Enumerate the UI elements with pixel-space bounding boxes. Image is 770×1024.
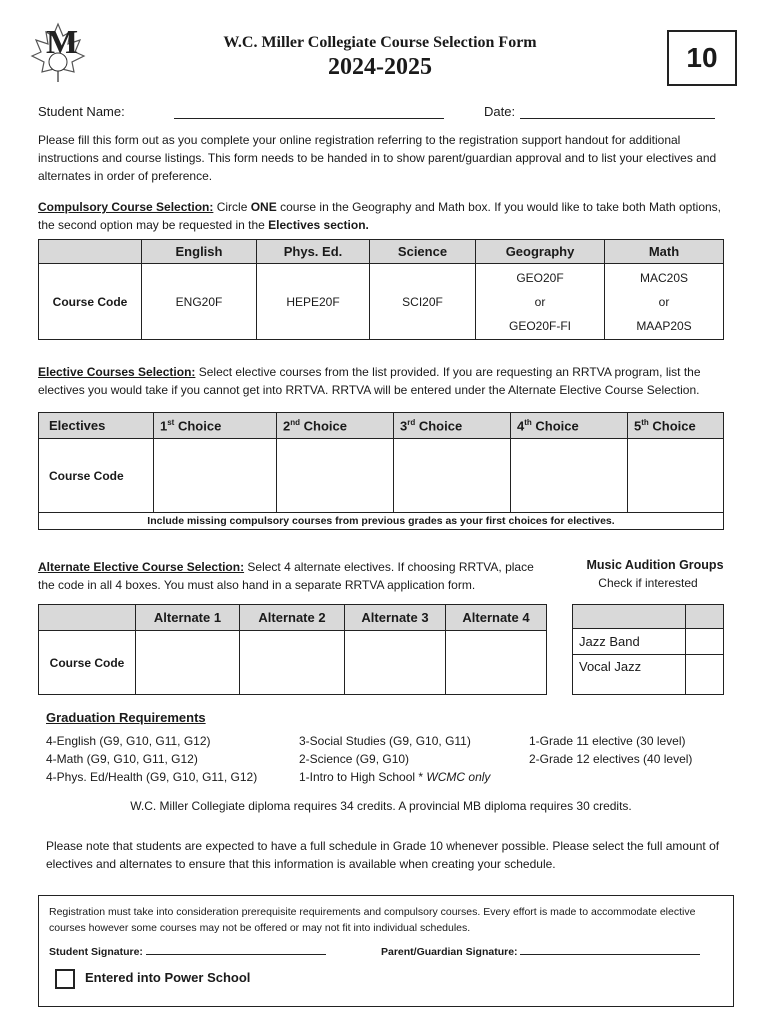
student-signature-field[interactable]: [146, 954, 326, 955]
grad-item: 2-Grade 12 electives (40 level): [529, 752, 693, 766]
alternates-table: [38, 604, 547, 695]
jazz-band-check[interactable]: [686, 629, 724, 655]
powerschool-label: Entered into Power School: [85, 970, 251, 985]
code-english: ENG20F: [142, 264, 257, 340]
choice-num: 3: [400, 418, 408, 434]
alternate-2-input[interactable]: [240, 631, 345, 695]
choice-sup: nd: [290, 417, 301, 427]
electives-text: Select elective courses from the list provided. If you are requesting an RRTVA program, list the electives you would take if you cannot get into RRTVA. RRTVA will be entered under the Alternate Elective Course Selection.: [38, 365, 701, 397]
alternate-4-input[interactable]: [446, 631, 547, 695]
choice-1-header: [154, 413, 277, 439]
choice-sup: th: [641, 417, 649, 427]
choice-3-input[interactable]: [394, 439, 511, 513]
student-signature-label: [49, 946, 326, 958]
math-options[interactable]: [605, 264, 724, 340]
alternate-1-input[interactable]: [136, 631, 240, 695]
alternate-2-header: Alternate 2: [240, 605, 345, 631]
logo-letter: M: [46, 24, 79, 61]
music-title: Music Audition Groups: [586, 558, 724, 572]
choice-1-input[interactable]: [154, 439, 277, 513]
choice-num: 1: [160, 418, 168, 434]
choice-label: Choice: [531, 418, 579, 434]
col-science: Science: [370, 240, 476, 264]
electives-instructions: [38, 363, 738, 399]
parent-sig-text: Parent/Guardian Signature:: [381, 946, 521, 958]
alternates-text: Select 4 alternate electives. If choosing RRTVA, place the code in all 4 boxes. You must also hand in a separate RRTVA application form.: [38, 560, 534, 592]
grad-item-note: WCMC only: [426, 770, 491, 784]
choice-label: Choice: [415, 418, 463, 434]
music-item-jazz-band: Jazz Band: [573, 629, 686, 655]
choice-2-input[interactable]: [277, 439, 394, 513]
grad-item: 2-Science (G9, G10): [299, 752, 410, 766]
math-option-2[interactable]: MAAP20S: [636, 318, 692, 333]
math-option-1[interactable]: MAC20S: [639, 270, 689, 285]
school-logo: [30, 22, 86, 84]
alternates-heading: Alternate Elective Course Selection:: [38, 560, 245, 574]
choice-label: Choice: [300, 418, 347, 434]
diploma-note: W.C. Miller Collegiate diploma requires 34 credits. A provincial MB diploma requires 30 credits.: [130, 799, 632, 813]
choice-label: Choice: [648, 418, 696, 434]
alternate-1-header: Alternate 1: [136, 605, 240, 631]
graduation-col-2: [299, 732, 490, 786]
date-field[interactable]: [520, 118, 715, 119]
graduation-col-3: [529, 732, 692, 768]
parent-signature-label: [381, 946, 700, 958]
choice-5-header: [628, 413, 724, 439]
row-label-course-code: Course Code: [39, 264, 142, 340]
vocal-jazz-check[interactable]: [686, 655, 724, 695]
graduation-col-1: [46, 732, 257, 786]
music-subtitle: Check if interested: [598, 576, 698, 590]
geo-or: or: [534, 294, 546, 309]
powerschool-checkbox[interactable]: [55, 969, 75, 989]
choice-5-input[interactable]: [628, 439, 724, 513]
student-sig-text: Student Signature:: [49, 946, 146, 958]
parent-signature-field[interactable]: [520, 954, 700, 955]
school-year: 2024-2025: [328, 54, 432, 80]
choice-2-header: [277, 413, 394, 439]
col-math: Math: [605, 240, 724, 264]
compulsory-electives-ref: Electives section.: [268, 218, 369, 232]
compulsory-instructions: [38, 198, 738, 234]
col-english: English: [142, 240, 257, 264]
grad-item: 3-Social Studies (G9, G10, G11): [299, 734, 471, 748]
choice-4-input[interactable]: [511, 439, 628, 513]
footer-text: Registration must take into consideration prerequisite requirements and compulsory courses. Every effort is made to accommodate elective courses however some courses may not be offered or may not fit into individual schedules.: [49, 906, 696, 934]
choice-4-header: [511, 413, 628, 439]
choice-label: Choice: [174, 418, 222, 434]
grade-box: 10: [667, 30, 737, 86]
grad-item: 4-English (G9, G10, G11, G12): [46, 734, 211, 748]
grad-item-text: 1-Intro to High School *: [299, 770, 427, 784]
student-name-field[interactable]: [174, 118, 444, 119]
math-or: or: [658, 294, 670, 309]
intro-paragraph: Please fill this form out as you complete your online registration referring to the registration support handout for additional instructions and course listings. This form needs to be handed in to show parent/guardian approval and to list your electives and alternates in order of preference.: [38, 133, 717, 183]
music-table: [572, 604, 724, 695]
signature-box: [38, 895, 734, 1007]
grad-item: 1-Grade 11 elective (30 level): [529, 734, 686, 748]
graduation-heading: Graduation Requirements: [46, 710, 206, 725]
choice-3-header: [394, 413, 511, 439]
choice-num: 4: [517, 418, 525, 434]
alternate-3-header: Alternate 3: [345, 605, 446, 631]
date-label: Date:: [484, 104, 516, 119]
compulsory-text-a: Circle: [213, 200, 251, 214]
electives-heading: Elective Courses Selection:: [38, 365, 196, 379]
form-title: W.C. Miller Collegiate Course Selection Form: [223, 34, 537, 51]
compulsory-heading: Compulsory Course Selection:: [38, 200, 214, 214]
code-pe: HEPE20F: [257, 264, 370, 340]
alternate-3-input[interactable]: [345, 631, 446, 695]
geo-option-2[interactable]: GEO20F-FI: [508, 318, 571, 333]
compulsory-text-b: course in the Geography and Math box. If you would like to take both Math options, the second option may be requested in the: [38, 200, 721, 232]
electives-table: [38, 412, 724, 530]
code-science: SCI20F: [370, 264, 476, 340]
col-phys-ed: Phys. Ed.: [257, 240, 370, 264]
grad-item: [299, 768, 490, 786]
choice-sup: st: [167, 417, 175, 427]
geography-options[interactable]: [476, 264, 605, 340]
schedule-note: Please note that students are expected to have a full schedule in Grade 10 whenever possible. Please select the full amount of electives and alternates to ensure that this information is available when creating your schedule.: [46, 839, 720, 871]
alternate-4-header: Alternate 4: [446, 605, 547, 631]
choice-sup: th: [524, 417, 532, 427]
grad-item: 4-Phys. Ed/Health (G9, G10, G11, G12): [46, 770, 258, 784]
alternates-instructions: [38, 558, 538, 594]
music-item-vocal-jazz: Vocal Jazz: [573, 655, 686, 695]
alternates-row-label: Course Code: [39, 631, 136, 695]
electives-col-label: Electives: [39, 413, 154, 439]
grad-item: 4-Math (G9, G10, G11, G12): [46, 752, 198, 766]
choice-num: 2: [283, 418, 291, 434]
electives-row-label: Course Code: [39, 439, 154, 513]
compulsory-one: ONE: [250, 200, 277, 214]
geo-option-1[interactable]: GEO20F: [516, 270, 564, 285]
col-geography: Geography: [476, 240, 605, 264]
compulsory-table: [38, 239, 724, 340]
choice-num: 5: [634, 418, 642, 434]
student-name-label: Student Name:: [38, 104, 125, 119]
electives-note: Include missing compulsory courses from previous grades as your first choices for electives.: [39, 513, 724, 530]
choice-sup: rd: [407, 417, 416, 427]
